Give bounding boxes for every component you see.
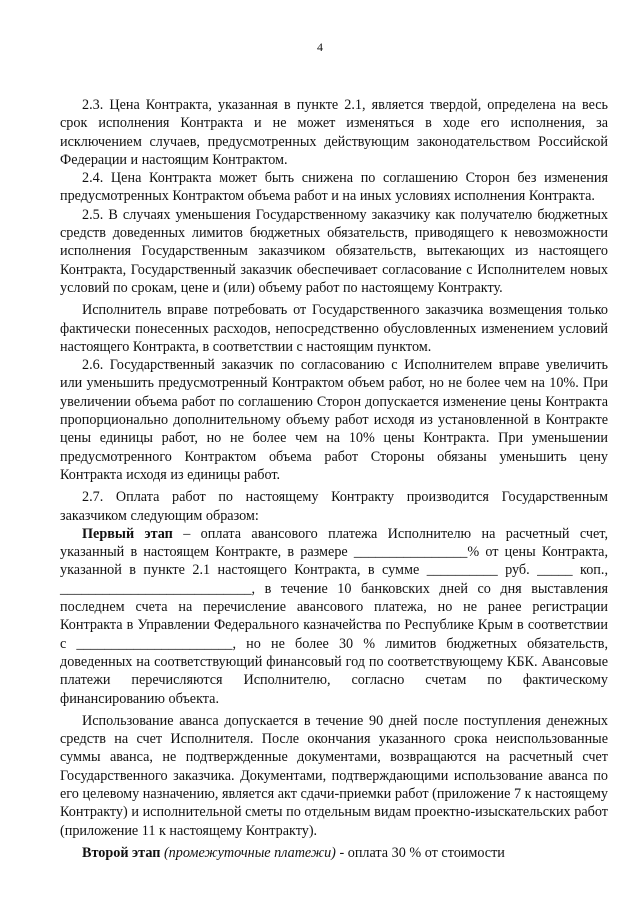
clause-2-5-reimbursement: Исполнитель вправе потребовать от Государственного заказчика возмещения только фактически понесенных расходов, непосредственно обусловленных изменением условий настоящего Контракта, в соответствии с настоящим пунктом. (60, 302, 608, 355)
first-stage-text: – оплата авансового платежа Исполнителю на расчетный счет, указанный в настоящем Контракте, в размере ________________% от цены Контракта, указанной в пункте 2.1 настоящего Контракта, в сумме __________ руб. _____ коп., ___________________________, в течение 10 банковских дней со дня выставления последнем счета на перечисление авансового платежа, но не ранее регистрации Контракта в Управлении Федерального казначейства по Республике Крым в соответствии с ______________________, но не более 30 % лимитов бюджетных обязательств, доведенных на соответствующий финансовый год по соответствующему КБК. Авансовые платежи перечисляются Исполнителю, согласно счетам по фактическому финансированию объекта. (60, 525, 608, 707)
clause-2-5: 2.5. В случаях уменьшения Государственному заказчику как получателю бюджетных средств доведенных лимитов бюджетных обязательств, приводящего к невозможности исполнения Государственным заказчиком обязательств, вытекающих из настоящего Контракта, Государственный заказчик обеспечивает согласование с Исполнителем новых условий по срокам, цене и (или) объему работ по настоящему Контракту. (60, 206, 608, 296)
page-number: 4 (317, 40, 323, 54)
clause-2-7: 2.7. Оплата работ по настоящему Контракту производится Государственным заказчиком следующим образом: (60, 489, 608, 524)
second-stage-italic: (промежуточные платежи) (163, 844, 336, 861)
second-stage-text: - оплата 30 % от стоимости (335, 844, 505, 861)
first-stage-paragraph (60, 525, 608, 708)
second-stage-label: Второй этап (82, 844, 161, 861)
clause-2-3: 2.3. Цена Контракта, указанная в пункте 2.1, является твердой, определена на весь срок исполнения Контракта и не может изменяться в ходе его исполнения, за исключением случаев, предусмотренных действующим законодательством Российской Федерации и настоящим Контрактом. (60, 97, 608, 168)
clause-2-6: 2.6. Государственный заказчик по согласованию с Исполнителем вправе увеличить или уменьшить предусмотренный Контрактом объем работ, но не более чем на 10%. При увеличении объема работ по соглашению Сторон допускается изменение цены Контракта пропорционально дополнительному объему работ исходя из установленной в Контракте цены единицы работ, но не более чем на 10% цены Контракта. При уменьшении предусмотренного Контрактом объема работ Стороны обязаны уменьшить цену Контракта исходя из единицы работ. (60, 357, 608, 483)
document-body (60, 96, 608, 862)
advance-usage-paragraph: Использование аванса допускается в течение 90 дней после поступления денежных средств на счет Исполнителя. После окончания указанного срока неиспользованные суммы аванса, не подтвержденные документами, возвращаются на расчетный счет Государственного заказчика. Документами, подтверждающими использование аванса по его целевому назначению, является акт сдачи-приемки работ (приложение 7 к настоящему Контракту) и исполнительной сметы по отдельным видам проектно-изыскательских работ (приложение 11 к настоящему Контракту). (60, 712, 608, 839)
clause-2-4: 2.4. Цена Контракта может быть снижена по соглашению Сторон без изменения предусмотренных Контрактом объема работ и на иных условиях исполнения Контракта. (60, 170, 608, 205)
first-stage-label: Первый этап (82, 525, 173, 542)
second-stage-paragraph (60, 844, 608, 862)
